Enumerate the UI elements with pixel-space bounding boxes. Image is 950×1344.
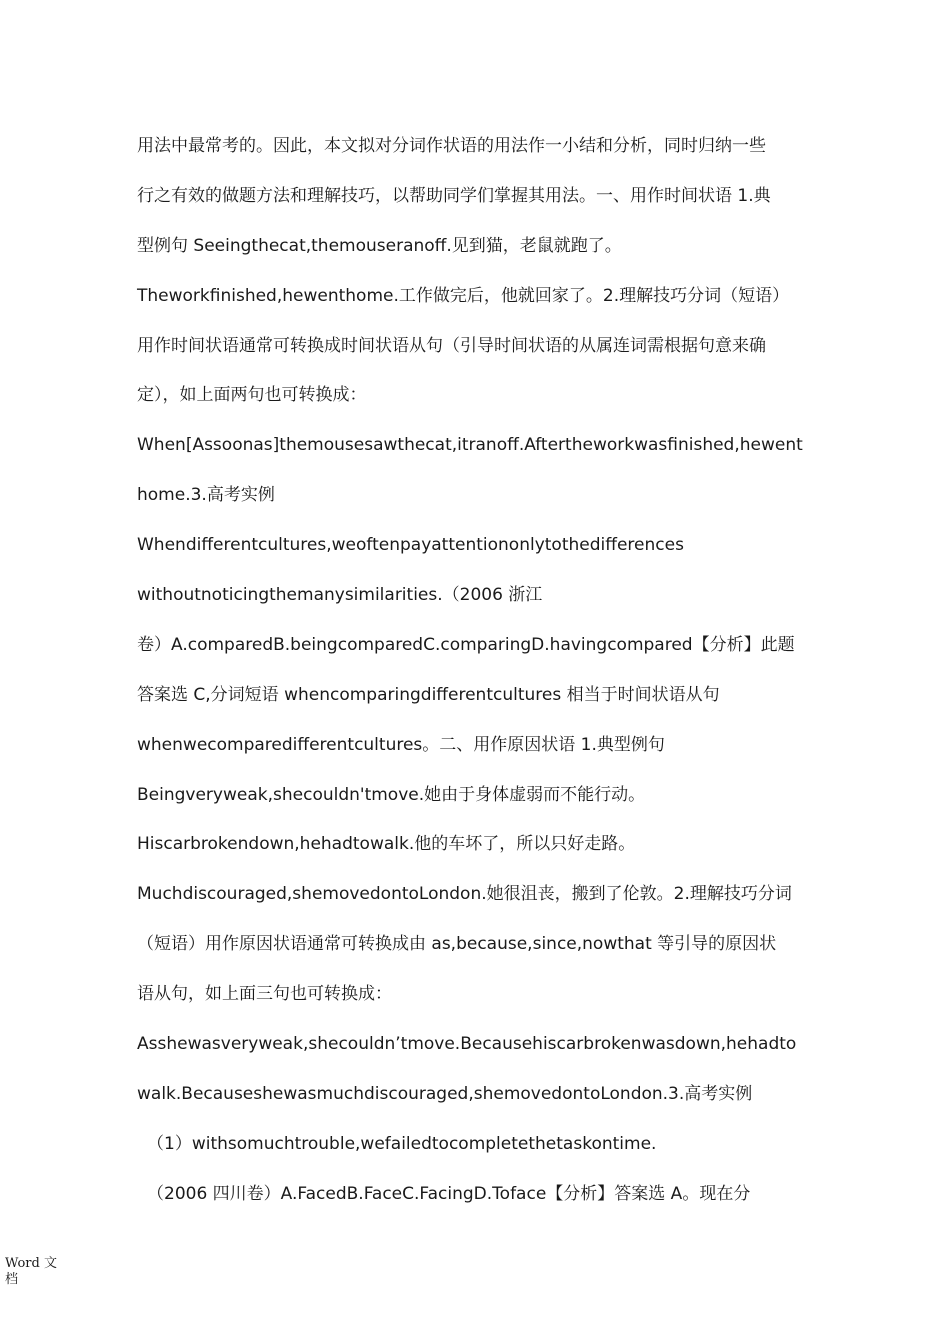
footer-label: Word 文档 xyxy=(5,1256,57,1287)
document-body xyxy=(137,134,817,1232)
text-line-18: 语从句，如上面三句也可转换成： xyxy=(137,984,392,1005)
text-line-14: Beingveryweak,shecouldn'tmove.她由于身体虚弱而不能行动。 xyxy=(137,784,646,805)
text-line-7: When[Assoonas]themousesawthecat,itranoff.Aftertheworkwasfinished,hewent xyxy=(137,435,803,456)
text-line-21: （1）withsomuchtrouble,wefailedtocompletethetaskontime. xyxy=(147,1133,657,1154)
text-line-8: home.3.高考实例 xyxy=(137,485,275,506)
text-line-11: 卷）A.comparedB.beingcomparedC.comparingD.havingcompared【分析】此题 xyxy=(137,634,795,655)
text-line-2: 行之有效的做题方法和理解技巧，以帮助同学们掌握其用法。一、用作时间状语 1.典 xyxy=(137,185,771,206)
text-line-20: walk.Becauseshewasmuchdiscouraged,shemovedontoLondon.3.高考实例 xyxy=(137,1083,753,1104)
text-line-12: 答案选 C,分词短语 whencomparingdifferentcultures 相当于时间状语从句 xyxy=(137,684,720,705)
text-line-5: 用作时间状语通常可转换成时间状语从句（引导时间状语的从属连词需根据句意来确 xyxy=(137,335,766,356)
text-line-17: （短语）用作原因状语通常可转换成由 as,because,since,nowthat 等引导的原因状 xyxy=(137,934,777,955)
text-line-19: Asshewasveryweak,shecouldn’tmove.Becausehiscarbrokenwasdown,hehadto xyxy=(137,1034,797,1055)
text-line-22: （2006 四川卷）A.FacedB.FaceC.FacingD.Toface【分析】答案选 A。现在分 xyxy=(147,1183,751,1204)
text-line-10: withoutnoticingthemanysimilarities.（2006 浙江 xyxy=(137,585,543,606)
text-line-3: 型例句 Seeingthecat,themouseranoff.见到猫，老鼠就跑了。 xyxy=(137,235,622,256)
text-line-15: Hiscarbrokendown,hehadtowalk.他的车坏了，所以只好走路。 xyxy=(137,834,636,855)
text-line-13: whenwecomparedifferentcultures。二、用作原因状语 1.典型例句 xyxy=(137,734,665,755)
text-line-6: 定），如上面两句也可转换成： xyxy=(137,385,367,406)
text-line-9: Whendifferentcultures,weoftenpayattentiononlytothedifferences xyxy=(137,535,684,556)
text-line-4: Theworkfinished,hewenthome.工作做完后，他就回家了。2.理解技巧分词（短语） xyxy=(137,285,790,306)
text-line-1: 用法中最常考的。因此，本文拟对分词作状语的用法作一小结和分析，同时归纳一些 xyxy=(137,136,766,156)
text-line-16: Muchdiscouraged,shemovedontoLondon.她很沮丧，搬到了伦敦。2.理解技巧分词 xyxy=(137,884,792,905)
